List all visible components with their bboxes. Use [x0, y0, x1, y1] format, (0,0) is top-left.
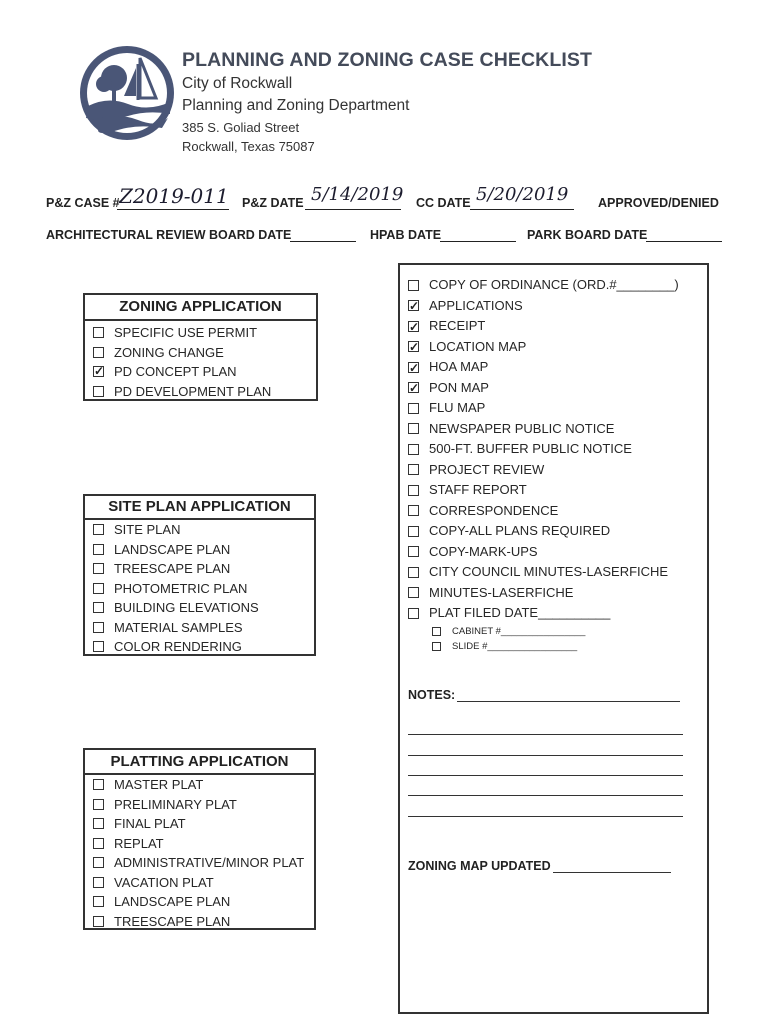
checklist-item-label: FINAL PLAT: [114, 816, 186, 831]
checklist-item: [400, 542, 707, 563]
notes-line[interactable]: [408, 734, 683, 735]
checkbox[interactable]: [408, 526, 419, 537]
checkbox[interactable]: [408, 444, 419, 455]
park-board-date-field[interactable]: [646, 226, 722, 242]
notes-line[interactable]: [408, 816, 683, 817]
checkbox[interactable]: [93, 818, 104, 829]
checklist-item-label: VACATION PLAT: [114, 874, 214, 890]
checklist-item-label: COPY OF ORDINANCE (ORD.#________): [429, 277, 679, 292]
approved-denied-label: APPROVED/DENIED: [598, 196, 719, 210]
zoning-application-box: [83, 293, 318, 401]
zoning-map-row: [408, 859, 671, 873]
checklist-item-label: 500-FT. BUFFER PUBLIC NOTICE: [429, 441, 632, 456]
city-logo: [78, 44, 176, 142]
checklist-item: [85, 579, 314, 599]
checkbox[interactable]: [408, 280, 419, 291]
checklist-item-label: PROJECT REVIEW: [429, 461, 545, 477]
checklist-item-label: MATERIAL SAMPLES: [114, 619, 243, 635]
checklist-item: [400, 275, 707, 296]
checklist-item-label: PRELIMINARY PLAT: [114, 796, 237, 812]
department-name: Planning and Zoning Department: [182, 97, 410, 114]
checklist-item-label: PHOTOMETRIC PLAN: [114, 580, 248, 596]
checklist-item: [400, 521, 707, 542]
checklist-item-label: PLAT FILED DATE__________: [429, 605, 611, 620]
checked-checkbox[interactable]: [408, 321, 419, 332]
checklist-item-label: PD CONCEPT PLAN: [114, 364, 237, 379]
checklist-item-label: REPLAT: [114, 835, 164, 851]
checklist-item: [85, 912, 314, 932]
checklist-item-label: MASTER PLAT: [114, 777, 204, 792]
arb-date-label: ARCHITECTURAL REVIEW BOARD DATE: [46, 228, 292, 242]
checklist-item-label: SITE PLAN: [114, 522, 181, 537]
checklist-sub-item: [400, 639, 707, 654]
hpab-date-field[interactable]: [440, 226, 516, 242]
checklist-item: [400, 460, 707, 481]
pz-case-field[interactable]: [117, 184, 229, 210]
notes-row: [408, 688, 680, 702]
checked-checkbox[interactable]: [93, 366, 104, 377]
checked-checkbox[interactable]: [408, 341, 419, 352]
notes-label: NOTES:: [408, 688, 456, 702]
checklist-item: [85, 382, 316, 402]
checklist-item-label: CITY COUNCIL MINUTES-LASERFICHE: [429, 564, 669, 579]
checklist-item-label: STAFF REPORT: [429, 482, 527, 497]
checkbox[interactable]: [93, 563, 104, 574]
city-name: City of Rockwall: [182, 75, 293, 92]
checklist-item-label: MINUTES-LASERFICHE: [429, 584, 574, 600]
checklist-item: [400, 583, 707, 604]
city-state-zip: Rockwall, Texas 75087: [182, 139, 315, 154]
checklist-item-label: CORRESPONDENCE: [429, 502, 559, 518]
checklist-item: [85, 775, 314, 795]
checklist-item: [85, 853, 314, 873]
checkbox[interactable]: [93, 799, 104, 810]
checklist-item: [400, 603, 707, 624]
checkbox[interactable]: [93, 838, 104, 849]
checklist-item: [85, 520, 314, 540]
checkbox[interactable]: [408, 403, 419, 414]
site-plan-application-list: [85, 520, 314, 657]
checklist-item: [400, 337, 707, 358]
checklist-item: [85, 618, 314, 638]
checklist-item: [400, 316, 707, 337]
checklist-item: [85, 323, 316, 343]
checked-checkbox[interactable]: [408, 362, 419, 373]
checklist-item-label: SPECIFIC USE PERMIT: [114, 325, 258, 340]
platting-application-list: [85, 775, 314, 931]
hpab-date-label: HPAB DATE: [370, 228, 442, 242]
site-plan-application-box: [83, 494, 316, 656]
checkbox[interactable]: [408, 567, 419, 578]
checkbox[interactable]: [408, 608, 419, 619]
checklist-item: [400, 357, 707, 378]
notes-line[interactable]: [408, 775, 683, 776]
checkbox[interactable]: [93, 877, 104, 888]
checkbox[interactable]: [408, 587, 419, 598]
checklist-item-label: TREESCAPE PLAN: [114, 561, 231, 576]
checked-checkbox[interactable]: [408, 300, 419, 311]
checklist-item: [400, 501, 707, 522]
checklist-item-label: ADMINISTRATIVE/MINOR PLAT: [114, 855, 305, 870]
pz-case-value: Z2019-011: [119, 184, 229, 208]
checkbox[interactable]: [93, 524, 104, 535]
checkbox[interactable]: [93, 386, 104, 397]
cc-date-label: CC DATE: [416, 196, 471, 210]
checklist-item: [400, 296, 707, 317]
checkbox[interactable]: [93, 779, 104, 790]
checkbox[interactable]: [432, 642, 441, 651]
checklist-item-label: COPY-MARK-UPS: [429, 543, 538, 559]
checklist-item: [85, 540, 314, 560]
checklist-item: [85, 598, 314, 618]
checkbox[interactable]: [93, 857, 104, 868]
checklist-item-label: LANDSCAPE PLAN: [114, 541, 231, 557]
checkbox[interactable]: [408, 464, 419, 475]
checkbox[interactable]: [408, 423, 419, 434]
checklist-item-label: HOA MAP: [429, 359, 489, 374]
pz-case-label: P&Z CASE #: [46, 196, 120, 210]
checklist-item-label: PD DEVELOPMENT PLAN: [114, 383, 272, 399]
checklist-item-label: NEWSPAPER PUBLIC NOTICE: [429, 420, 615, 436]
zoning-map-updated-line[interactable]: [553, 872, 671, 873]
checkbox[interactable]: [93, 544, 104, 555]
checklist-item: [400, 439, 707, 460]
checklist-item-label: TREESCAPE PLAN: [114, 913, 231, 929]
checklist-item: [400, 480, 707, 501]
checklist-item-label: FLU MAP: [429, 400, 486, 415]
checkbox[interactable]: [93, 583, 104, 594]
checklist-item-label: PON MAP: [429, 379, 489, 395]
checklist-item: [85, 795, 314, 815]
checklist-item: [400, 562, 707, 583]
checklist-sub-item-label: CABINET #________________: [452, 625, 586, 637]
platting-application-box: [83, 748, 316, 930]
checklist-item: [85, 362, 316, 382]
checklist-item: [85, 343, 316, 363]
cc-date-field[interactable]: [470, 184, 574, 210]
checklist-item-label: COLOR RENDERING: [114, 639, 242, 654]
arb-date-field[interactable]: [290, 226, 356, 242]
zoning-map-updated-label: ZONING MAP UPDATED: [408, 859, 551, 873]
documents-sub-list: [400, 624, 707, 654]
checklist-item-label: COPY-ALL PLANS REQUIRED: [429, 523, 611, 538]
site-plan-application-title: SITE PLAN APPLICATION: [85, 496, 314, 520]
checklist-item-label: BUILDING ELEVATIONS: [114, 600, 259, 615]
checklist-item-label: ZONING CHANGE: [114, 344, 224, 360]
checkbox[interactable]: [93, 622, 104, 633]
street-address: 385 S. Goliad Street: [182, 120, 300, 135]
checkbox[interactable]: [408, 505, 419, 516]
pz-date-label: P&Z DATE: [242, 196, 304, 210]
checkbox[interactable]: [93, 916, 104, 927]
checklist-item-label: APPLICATIONS: [429, 297, 523, 313]
pz-date-value: 5/14/2019: [311, 184, 404, 205]
notes-line[interactable]: [408, 755, 683, 756]
notes-line[interactable]: [408, 795, 683, 796]
page-title: PLANNING AND ZONING CASE CHECKLIST: [182, 49, 593, 71]
cc-date-value: 5/20/2019: [476, 184, 569, 205]
pz-date-field[interactable]: [305, 184, 404, 210]
checklist-item: [400, 398, 707, 419]
park-board-date-label: PARK BOARD DATE: [527, 228, 648, 242]
checklist-item: [85, 834, 314, 854]
checkbox[interactable]: [408, 546, 419, 557]
checkbox[interactable]: [93, 347, 104, 358]
notes-line[interactable]: [457, 701, 680, 702]
checklist-sub-item: [400, 624, 707, 639]
checklist-item-label: LOCATION MAP: [429, 338, 527, 354]
checklist-item-label: RECEIPT: [429, 318, 486, 333]
documents-box: [398, 263, 709, 1014]
zoning-application-title: ZONING APPLICATION: [85, 295, 316, 321]
zoning-application-list: [85, 321, 316, 401]
checkbox[interactable]: [93, 327, 104, 338]
checked-checkbox[interactable]: [408, 382, 419, 393]
checkbox[interactable]: [93, 641, 104, 652]
checklist-sub-item-label: SLIDE #_________________: [452, 640, 578, 652]
checklist-item: [85, 873, 314, 893]
checklist-item: [85, 637, 314, 657]
checklist-item: [400, 378, 707, 399]
checkbox[interactable]: [93, 896, 104, 907]
checklist-item: [400, 419, 707, 440]
checkbox[interactable]: [432, 627, 441, 636]
platting-application-title: PLATTING APPLICATION: [85, 750, 314, 775]
checklist-item: [85, 892, 314, 912]
checkbox[interactable]: [408, 485, 419, 496]
documents-list: [400, 265, 707, 624]
checklist-item: [85, 559, 314, 579]
checklist-item-label: LANDSCAPE PLAN: [114, 894, 231, 909]
checklist-item: [85, 814, 314, 834]
checkbox[interactable]: [93, 602, 104, 613]
